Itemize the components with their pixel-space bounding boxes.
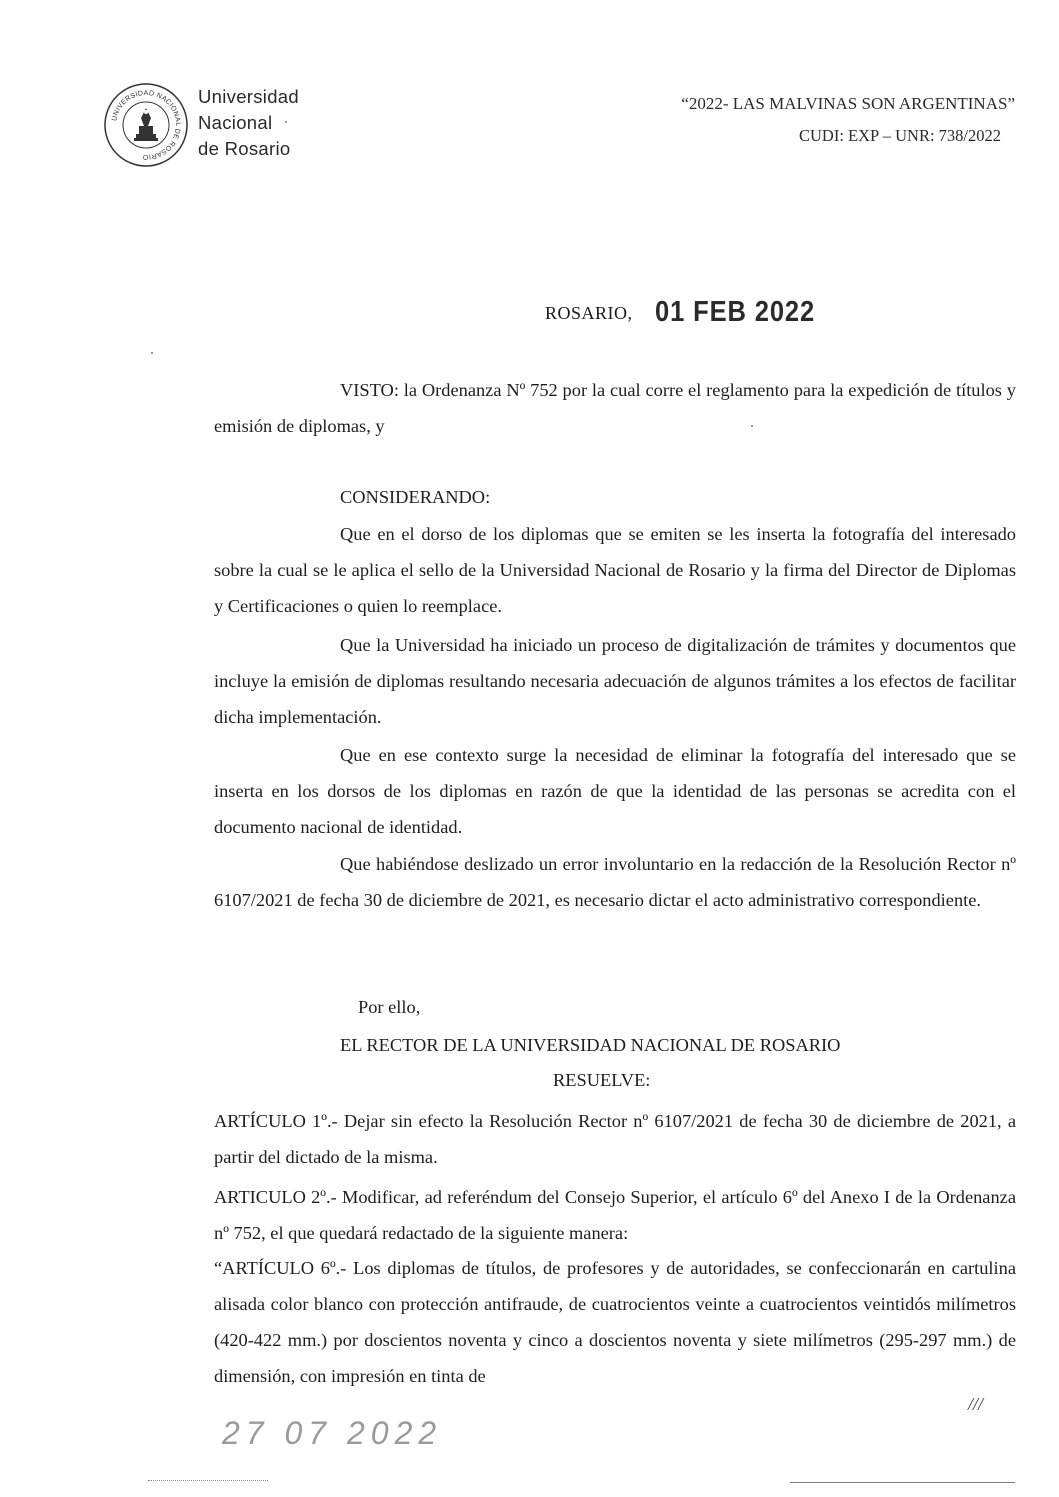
cudi-reference: CUDI: EXP – UNR: 738/2022: [799, 126, 1001, 145]
motto-line: “2022- LAS MALVINAS SON ARGENTINAS”: [681, 94, 1015, 113]
continuation-mark: ///: [968, 1394, 984, 1414]
considerando-heading: CONSIDERANDO:: [340, 487, 491, 507]
date-stamp: 01 FEB 2022: [655, 296, 816, 328]
university-seal: [103, 82, 189, 168]
article-1: ARTÍCULO 1º.- Dejar sin efecto la Resolución Rector nº 6107/2021 de fecha 30 de diciembre de 2021, a partir del dictado de la misma.: [214, 1111, 1016, 1167]
scan-speck: [751, 425, 753, 427]
university-name-line: Universidad: [198, 86, 299, 107]
footer-dotted-line: [148, 1480, 268, 1483]
footer-rule: [790, 1482, 1015, 1483]
university-name: [198, 84, 299, 162]
date-place: ROSARIO,: [545, 303, 633, 323]
article-6-quote: “ARTÍCULO 6º.- Los diplomas de títulos, de profesores y de autoridades, se confeccionarán en cartulina alisada color blanco con protección antifraude, de cuatrocientos veinte a cuatrocientos veintidós milímetros (420-422 mm.) por doscientos noventa y cinco a doscientos noventa y siete milímetros (295-297 mm.) de dimensión, con impresión en tinta de: [214, 1258, 1016, 1386]
considerando-paragraph-1: Que en el dorso de los diplomas que se emiten se les inserta la fotografía del interesado sobre la cual se le aplica el sello de la Universidad Nacional de Rosario y la firma del Director de Diplomas y Certificaciones o quien lo reemplace.: [214, 524, 1016, 616]
considerando-paragraph-2: Que la Universidad ha iniciado un proceso de digitalización de trámites y documentos que incluye la emisión de diplomas resultando necesaria adecuación de algunos trámites a los efectos de facilitar dicha implementación.: [214, 635, 1016, 727]
resuelve-heading: RESUELVE:: [553, 1070, 651, 1090]
svg-text:UNIVERSIDAD NACIONAL DE ROSARI: UNIVERSIDAD NACIONAL DE ROSARIO: [111, 89, 182, 161]
considerando-paragraph-3: Que en ese contexto surge la necesidad de eliminar la fotografía del interesado que se inserta en los dorsos de los diplomas en razón de que la identidad de las personas se acredita con el documento nacional de identidad.: [214, 745, 1016, 837]
por-ello: Por ello,: [358, 997, 421, 1017]
university-name-line: de Rosario: [198, 138, 291, 159]
received-date-stamp: 27 07 2022: [222, 1415, 443, 1451]
considerando-paragraph-4: Que habiéndose deslizado un error involuntario en la redacción de la Resolución Rector nº 6107/2021 de fecha 30 de diciembre de 2021, es necesario dictar el acto administrativo correspondiente.: [214, 854, 1016, 910]
scan-speck: [285, 121, 287, 123]
visto-paragraph: VISTO: la Ordenanza Nº 752 por la cual corre el reglamento para la expedición de títulos y emisión de diplomas, y: [214, 380, 1016, 436]
article-2: ARTICULO 2º.- Modificar, ad referéndum del Consejo Superior, el artículo 6º del Anexo I de la Ordenanza nº 752, el que quedará redactado de la siguiente manera:: [214, 1187, 1016, 1243]
scan-speck: [151, 352, 153, 354]
rector-heading: EL RECTOR DE LA UNIVERSIDAD NACIONAL DE ROSARIO: [340, 1035, 841, 1055]
university-name-line: Nacional: [198, 112, 273, 133]
